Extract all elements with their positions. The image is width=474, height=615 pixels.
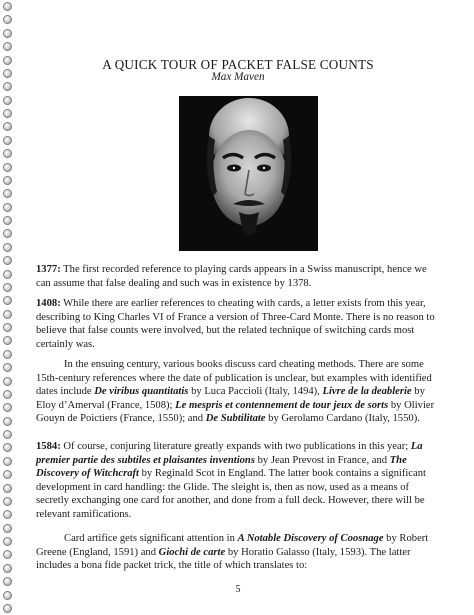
paragraph-text: by Eloy d’Amerval (France, 1508); xyxy=(36,386,425,411)
binding-ring xyxy=(3,604,12,613)
binding-ring xyxy=(3,56,12,65)
binding-ring xyxy=(3,510,12,519)
binding-ring xyxy=(3,390,12,399)
binding-ring xyxy=(3,96,12,105)
paragraph-15th-century xyxy=(36,358,440,426)
binding-ring xyxy=(3,323,12,332)
binding-ring xyxy=(3,403,12,412)
paragraph-text: Of course, conjuring literature greatly expands with two publications in this year; xyxy=(60,441,411,452)
binding-ring xyxy=(3,216,12,225)
paragraph-text: While there are earlier references to cheating with cards, a letter exists from this year, describing to King Charles VI of France a version of Three-Card Monte. There is no reason to believe that false counts were involved, but the related technique of switching cards most certainly was. xyxy=(36,298,435,350)
paragraph-1377 xyxy=(36,263,440,290)
book-title: Livre de la deablerie xyxy=(322,386,412,398)
binding-ring xyxy=(3,243,12,252)
author-name: Max Maven xyxy=(211,71,265,83)
binding-ring xyxy=(3,497,12,506)
book-title: Giochi de carte xyxy=(158,546,226,558)
binding-ring xyxy=(3,176,12,185)
book-title: The Discovery of Witchcraft xyxy=(36,454,407,480)
year-label: 1377: xyxy=(36,264,61,275)
paragraph-text: by Horatio Galasso (Italy, 1593). The latter includes a bona fide packet trick, the title of which translates to: xyxy=(36,546,411,572)
binding-ring xyxy=(3,550,12,559)
spiral-binding xyxy=(3,2,15,613)
author-portrait xyxy=(179,96,318,251)
book-title: A Notable Discovery of Coosnage xyxy=(237,533,384,544)
binding-ring xyxy=(3,310,12,319)
binding-ring xyxy=(3,470,12,479)
binding-ring xyxy=(3,15,12,24)
book-title: La premier partie des subtiles et plaisantes inventions xyxy=(36,441,423,466)
paragraph-card-artifice xyxy=(36,532,440,573)
binding-ring xyxy=(3,29,12,38)
year-label: 1584: xyxy=(36,441,61,452)
binding-ring xyxy=(3,524,12,533)
binding-ring xyxy=(3,430,12,439)
paragraph-1584 xyxy=(36,440,440,522)
binding-ring xyxy=(3,484,12,493)
binding-ring xyxy=(3,2,12,11)
binding-ring xyxy=(3,163,12,172)
binding-ring xyxy=(3,537,12,546)
binding-ring xyxy=(3,256,12,265)
year-label: 1408: xyxy=(36,298,61,309)
binding-ring xyxy=(3,296,12,305)
binding-ring xyxy=(3,457,12,466)
binding-ring xyxy=(3,69,12,78)
paragraph-text: by Robert Greene (England, 1591) and xyxy=(36,533,429,558)
binding-ring xyxy=(3,189,12,198)
book-title: Le mespris et contennement de tour jeux de sorts xyxy=(175,399,389,411)
binding-ring xyxy=(3,136,12,145)
page-title: A QUICK TOUR OF PACKET FALSE COUNTS xyxy=(102,57,374,72)
binding-ring xyxy=(3,149,12,158)
binding-ring xyxy=(3,82,12,91)
paragraph-text: Card artifice gets significant attention in xyxy=(64,533,238,544)
binding-ring xyxy=(3,443,12,452)
binding-ring xyxy=(3,270,12,279)
binding-ring xyxy=(3,417,12,426)
binding-ring xyxy=(3,122,12,131)
paragraph-text: by Gerolamo Cardano (Italy, 1550). xyxy=(265,413,420,425)
paragraph-text: by Olivier Gouyn de Poictiers (France, 1550); and xyxy=(36,399,435,425)
binding-ring xyxy=(3,577,12,586)
binding-ring xyxy=(3,564,12,573)
paragraph-text: In the ensuing century, various books discuss card cheating methods. There are some 15th-century references where the date of publication is unclear, but examples with identified dates include xyxy=(36,359,432,398)
paragraph-text: by Jean Prevost in France, and xyxy=(254,454,390,466)
binding-ring xyxy=(3,109,12,118)
binding-ring xyxy=(3,336,12,345)
binding-ring xyxy=(3,363,12,372)
binding-ring xyxy=(3,203,12,212)
paragraph-text: by Luca Paccioli (Italy, 1494), xyxy=(188,386,323,398)
binding-ring xyxy=(3,42,12,51)
paragraph-text: by Reginald Scot in England. The latter book contains a significant development in card handling: the Glide. The sleight is, then as now, used as a means of secretly exchanging one card for another, and done from a full deck. However, there will be relevant ramifications. xyxy=(36,468,426,520)
binding-ring xyxy=(3,229,12,238)
binding-ring xyxy=(3,350,12,359)
book-title: De Subtilitate xyxy=(205,413,266,425)
book-title: De viribus quantitatis xyxy=(94,386,189,398)
binding-ring xyxy=(3,591,12,600)
paragraph-1408 xyxy=(36,297,440,351)
binding-ring xyxy=(3,377,12,386)
binding-ring xyxy=(3,283,12,292)
page-number: 5 xyxy=(235,584,241,595)
paragraph-text: The first recorded reference to playing cards appears in a Swiss manuscript, hence we can assume that false dealing and such was in existence by 1378. xyxy=(36,264,427,289)
